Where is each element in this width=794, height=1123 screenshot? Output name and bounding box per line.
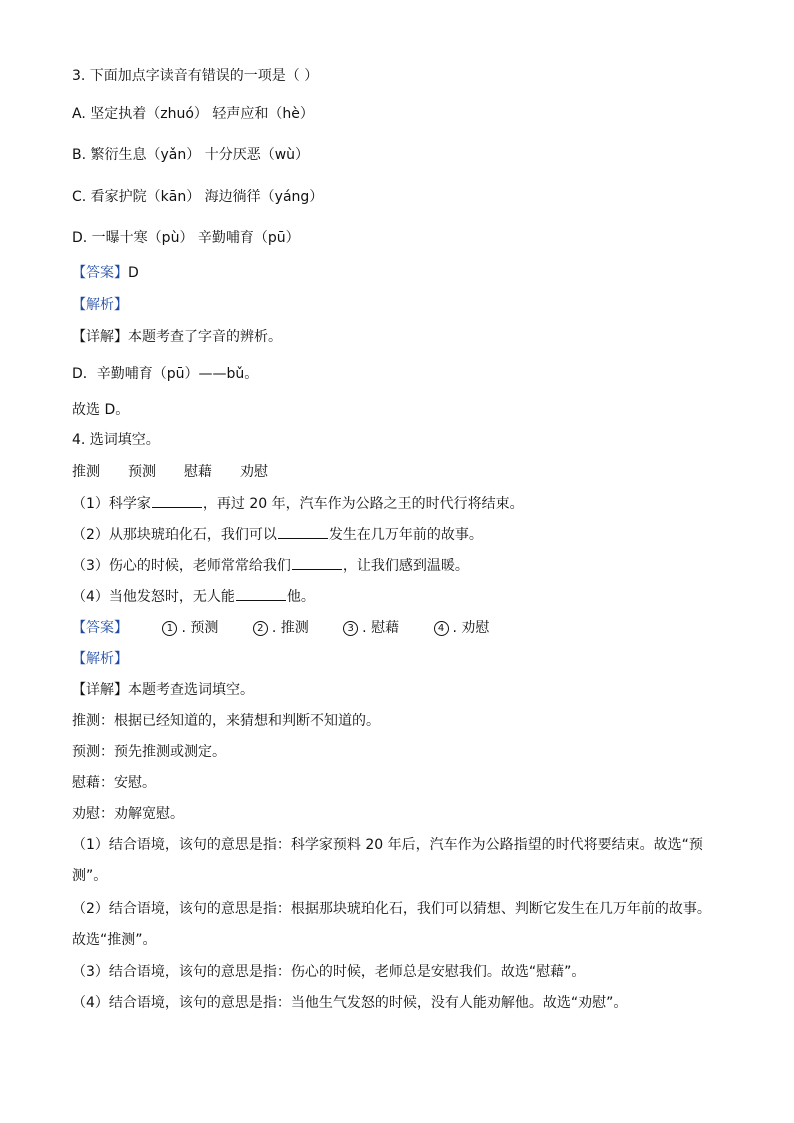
q4-sentence-2 — [72, 525, 483, 545]
sentence-text: （4）当他发怒时，无人能 — [72, 589, 235, 605]
q4-explanation-1a: （1）结合语境，该句的意思是指：科学家预料 20 年后，汽车作为公路指望的时代将要结束。故选“预 — [72, 837, 703, 853]
fill-blank — [152, 495, 202, 508]
answer-text: . 劝慰 — [452, 620, 490, 636]
answer-item — [343, 618, 399, 638]
sentence-text: ，让我们感到温暖。 — [342, 558, 469, 574]
q3-detail: 【详解】本题考查了字音的辨析。 — [72, 329, 282, 345]
word-bank-item: 慰藉 — [184, 464, 212, 480]
circled-number: 4 — [434, 621, 449, 636]
word-bank-item: 推测 — [72, 464, 100, 480]
q4-title: 4. 选词填空。 — [72, 432, 160, 448]
answer-text: . 慰藉 — [362, 620, 400, 636]
q4-definition-1: 推测：根据已经知道的，来猜想和判断不知道的。 — [72, 713, 380, 729]
sentence-text: （1）科学家 — [72, 496, 151, 512]
q4-word-bank — [72, 462, 296, 482]
sentence-text: 他。 — [286, 589, 315, 605]
q4-explanation-4: （4）结合语境，该句的意思是指：当他生气发怒的时候，没有人能劝解他。故选“劝慰”。 — [72, 995, 628, 1011]
answer-item — [253, 618, 309, 638]
sentence-text: （2）从那块琥珀化石，我们可以 — [72, 527, 277, 543]
answer-tag: 【答案】 — [72, 620, 128, 636]
circled-number: 1 — [162, 621, 177, 636]
fill-blank — [236, 588, 286, 601]
q4-detail: 【详解】本题考查选词填空。 — [72, 682, 254, 698]
q3-choose: 故选 D。 — [72, 402, 130, 418]
circled-number: 3 — [343, 621, 358, 636]
fill-blank — [292, 557, 342, 570]
q4-sentence-3 — [72, 556, 469, 576]
q4-answer — [72, 618, 489, 638]
answer-item — [162, 618, 218, 638]
answer-item — [434, 618, 490, 638]
q3-explanation: D．辛勤哺育（pū）——bǔ。 — [72, 366, 259, 382]
q3-answer — [72, 263, 139, 283]
word-bank-item: 预测 — [128, 464, 156, 480]
q3-option-c: C. 看家护院（kān） 海边徜徉（yáng） — [72, 189, 324, 205]
word-bank-item: 劝慰 — [240, 464, 268, 480]
answer-value: D — [128, 265, 139, 281]
answer-tag: 【答案】 — [72, 265, 128, 281]
q3-option-a: A. 坚定执着（zhuó） 轻声应和（hè） — [72, 106, 314, 122]
q4-explanation-3: （3）结合语境，该句的意思是指：伤心的时候，老师总是安慰我们。故选“慰藉”。 — [72, 964, 586, 980]
q3-option-b: B. 繁衍生息（yǎn） 十分厌恶（wù） — [72, 147, 310, 163]
q4-explanation-1b: 测”。 — [72, 868, 108, 884]
sentence-text: 发生在几万年前的故事。 — [328, 527, 483, 543]
q4-explanation-2b: 故选“推测”。 — [72, 932, 157, 948]
answer-text: . 预测 — [181, 620, 219, 636]
q3-title: 3. 下面加点字读音有错误的一项是（ ） — [72, 68, 319, 84]
q4-definition-2: 预测：预先推测或测定。 — [72, 744, 226, 760]
q4-analysis-tag: 【解析】 — [72, 651, 128, 667]
q3-analysis-tag: 【解析】 — [72, 297, 128, 313]
q4-definition-4: 劝慰：劝解宽慰。 — [72, 806, 184, 822]
q3-option-d: D. 一曝十寒（pù） 辛勤哺育（pū） — [72, 230, 300, 246]
q4-explanation-2a: （2）结合语境，该句的意思是指：根据那块琥珀化石，我们可以猜想、判断它发生在几万年前的故事。 — [72, 901, 711, 917]
sentence-text: ，再过 20 年，汽车作为公路之王的时代行将结束。 — [202, 496, 524, 512]
circled-number: 2 — [253, 621, 268, 636]
q4-sentence-1 — [72, 494, 524, 514]
q4-definition-3: 慰藉：安慰。 — [72, 775, 156, 791]
q4-sentence-4 — [72, 587, 315, 607]
sentence-text: （3）伤心的时候，老师常常给我们 — [72, 558, 291, 574]
answer-text: . 推测 — [271, 620, 309, 636]
fill-blank — [278, 526, 328, 539]
